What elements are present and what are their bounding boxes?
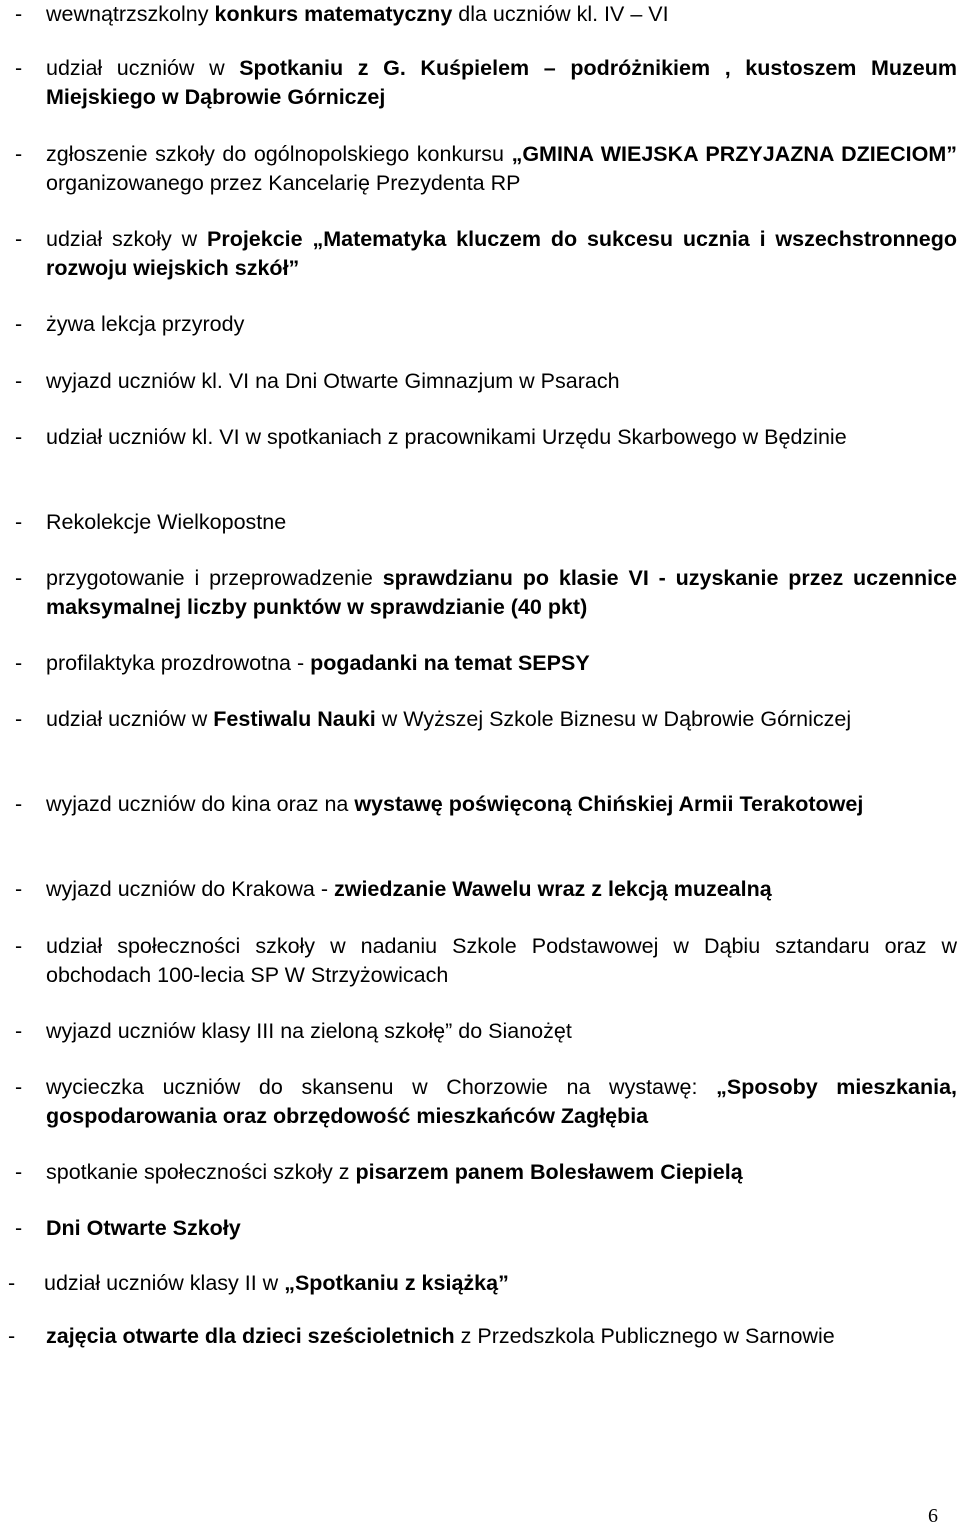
list-item: - Rekolekcje Wielkopostne — [46, 508, 957, 537]
list-item: - udział uczniów klasy II w „Spotkaniu z książką” — [8, 1269, 957, 1298]
list-dash: - — [15, 2, 23, 26]
list-dash: - — [15, 425, 23, 449]
list-item: - spotkanie społeczności szkoły z pisarzem panem Bolesławem Ciepielą — [46, 1158, 957, 1187]
list-dash: - — [15, 1160, 23, 1184]
list-item: - udział uczniów w Spotkaniu z G. Kuśpielem – podróżnikiem , kustoszem Muzeum Miejskiego w Dąbrowie Górniczej — [15, 56, 958, 109]
list-dash: - — [15, 142, 23, 166]
list-item: - profilaktyka prozdrowotna - pogadanki na temat SEPSY — [46, 649, 957, 678]
list-item: - udział uczniów w Festiwalu Nauki w Wyższej Szkole Biznesu w Dąbrowie Górniczej — [46, 705, 957, 734]
page-number: 6 — [928, 1505, 938, 1527]
list-dash: - — [15, 227, 23, 251]
list-dash: - — [15, 792, 23, 816]
list-dash: - — [15, 510, 23, 534]
list-dash: - — [15, 312, 23, 336]
list-dash: - — [15, 369, 23, 393]
list-item: - zgłoszenie szkoły do ogólnopolskiego konkursu „GMINA WIEJSKA PRZYJAZNA DZIECIOM” organizowanego przez Kancelarię Prezydenta RP — [15, 142, 958, 195]
list-item: - wycieczka uczniów do skansenu w Chorzowie na wystawę: „Sposoby mieszkania, gospodarowania oraz obrzędowość mieszkańców Zagłębia — [15, 1075, 958, 1128]
list-item: - udział uczniów kl. VI w spotkaniach z pracownikami Urzędu Skarbowego w Będzinie — [46, 423, 957, 452]
list-dash: - — [15, 1019, 23, 1043]
list-item: - wyjazd uczniów kl. VI na Dni Otwarte Gimnazjum w Psarach — [46, 367, 957, 396]
list-item: - wyjazd uczniów klasy III na zieloną szkołę” do Sianożęt — [46, 1017, 957, 1046]
list-dash: - — [8, 1324, 16, 1348]
list-dash: - — [15, 707, 23, 731]
list-item: - Dni Otwarte Szkoły — [46, 1214, 957, 1243]
list-item: - przygotowanie i przeprowadzenie sprawdzianu po klasie VI - uzyskanie przez uczennice maksymalnej liczby punktów w sprawdzianie (40 pkt) — [15, 566, 958, 619]
list-dash: - — [15, 651, 23, 675]
list-item: - udział szkoły w Projekcie „Matematyka kluczem do sukcesu ucznia i wszechstronnego rozwoju wiejskich szkół” — [15, 227, 957, 280]
list-dash: - — [15, 1216, 23, 1240]
list-item: - wyjazd uczniów do Krakowa - zwiedzanie Wawelu wraz z lekcją muzealną — [46, 875, 957, 904]
list-item: - udział społeczności szkoły w nadaniu Szkole Podstawowej w Dąbiu sztandaru oraz w obchodach 100-lecia SP W Strzyżowicach — [15, 934, 957, 987]
list-dash: - — [15, 566, 23, 590]
list-item: - zajęcia otwarte dla dzieci sześcioletnich z Przedszkola Publicznego w Sarnowie — [8, 1322, 957, 1351]
list-dash: - — [15, 877, 23, 901]
list-dash: - — [8, 1271, 16, 1295]
list-dash: - — [15, 56, 23, 80]
list-item: - wyjazd uczniów do kina oraz na wystawę poświęconą Chińskiej Armii Terakotowej — [46, 790, 957, 819]
list-dash: - — [15, 1075, 23, 1099]
list-item: - wewnątrzszkolny konkurs matematyczny dla uczniów kl. IV – VI — [46, 0, 957, 29]
list-dash: - — [15, 934, 23, 958]
list-item: - żywa lekcja przyrody — [46, 310, 957, 339]
